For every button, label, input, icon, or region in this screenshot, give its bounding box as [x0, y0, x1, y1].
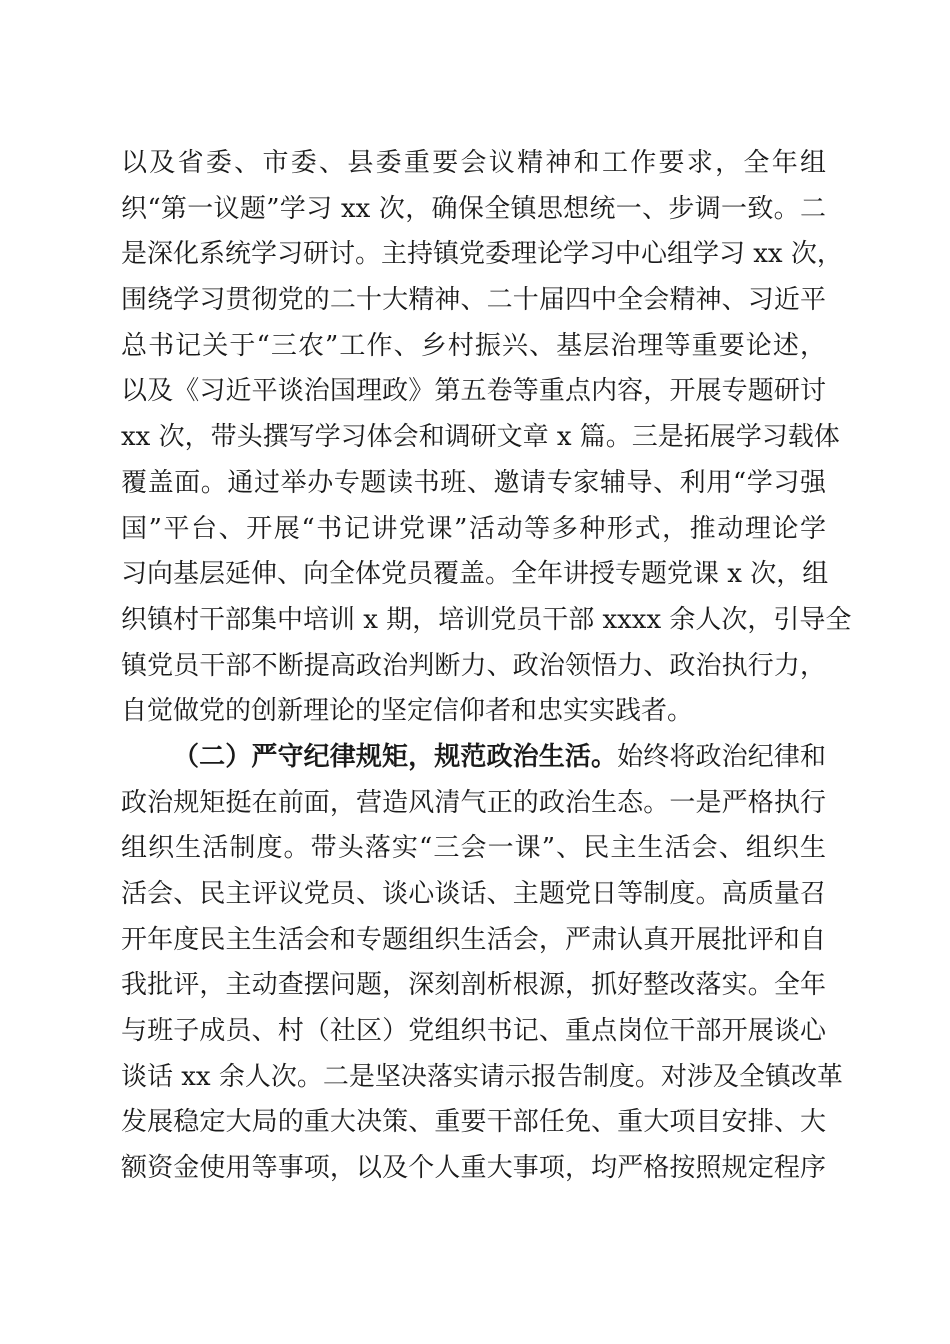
paragraph-study: [121, 141, 852, 735]
text-line: 镇党员干部不断提高政治判断力、政治领悟力、政治执行力，: [121, 650, 826, 681]
text-line: 组织生活制度。带头落实“三会一课”、民主生活会、组织生: [121, 833, 826, 864]
text-line: 是深化系统学习研讨。主持镇党委理论学习中心组学习 xx 次，: [121, 239, 843, 270]
text-line: 以及《习近平谈治国理政》第五卷等重点内容，开展专题研讨: [121, 376, 826, 407]
text-line: 覆盖面。通过举办专题读书班、邀请专家辅导、利用“学习强: [121, 467, 826, 498]
section-heading-line: [121, 735, 826, 781]
text-line: 自觉做党的创新理论的坚定信仰者和忠实实践者。: [121, 696, 694, 727]
text-line: 总书记关于“三农”工作、乡村振兴、基层治理等重要论述，: [121, 330, 826, 361]
text-segment: 始终将政治纪律和: [617, 741, 826, 772]
text-line: 额资金使用等事项，以及个人重大事项，均严格按照规定程序: [121, 1153, 826, 1184]
text-line: 与班子成员、村（社区）党组织书记、重点岗位干部开展谈心: [121, 1016, 826, 1047]
text-line: xx 次，带头撰写学习体会和调研文章 x 篇。三是拓展学习载体: [121, 422, 840, 453]
document-body: [121, 141, 852, 1192]
text-line: 以及省委、市委、县委重要会议精神和工作要求，全年组: [121, 148, 826, 178]
section-heading: （二）严守纪律规矩，规范政治生活。: [173, 741, 618, 772]
paragraph-discipline: [121, 735, 843, 1192]
text-line: 政治规矩挺在前面，营造风清气正的政治生态。一是严格执行: [121, 787, 826, 818]
text-line: 开年度民主生活会和专题组织生活会，严肃认真开展批评和自: [121, 924, 826, 955]
text-line: 织镇村干部集中培训 x 期，培训党员干部 xxxx 余人次，引导全: [121, 604, 852, 635]
text-line: 我批评，主动查摆问题，深刻剖析根源，抓好整改落实。全年: [121, 970, 826, 1001]
text-line: 织“第一议题”学习 xx 次，确保全镇思想统一、步调一致。二: [121, 193, 826, 224]
text-line: 发展稳定大局的重大决策、重要干部任免、重大项目安排、大: [121, 1107, 826, 1138]
text-line: 习向基层延伸、向全体党员覆盖。全年讲授专题党课 x 次，组: [121, 559, 829, 590]
text-line: 国”平台、开展“书记讲党课”活动等多种形式，推动理论学: [121, 513, 826, 544]
text-line: 围绕学习贯彻党的二十大精神、二十届四中全会精神、习近平: [121, 285, 826, 316]
text-line: 活会、民主评议党员、谈心谈话、主题党日等制度。高质量召: [121, 879, 826, 909]
text-line: 谈话 xx 余人次。二是坚决落实请示报告制度。对涉及全镇改革: [121, 1061, 843, 1092]
